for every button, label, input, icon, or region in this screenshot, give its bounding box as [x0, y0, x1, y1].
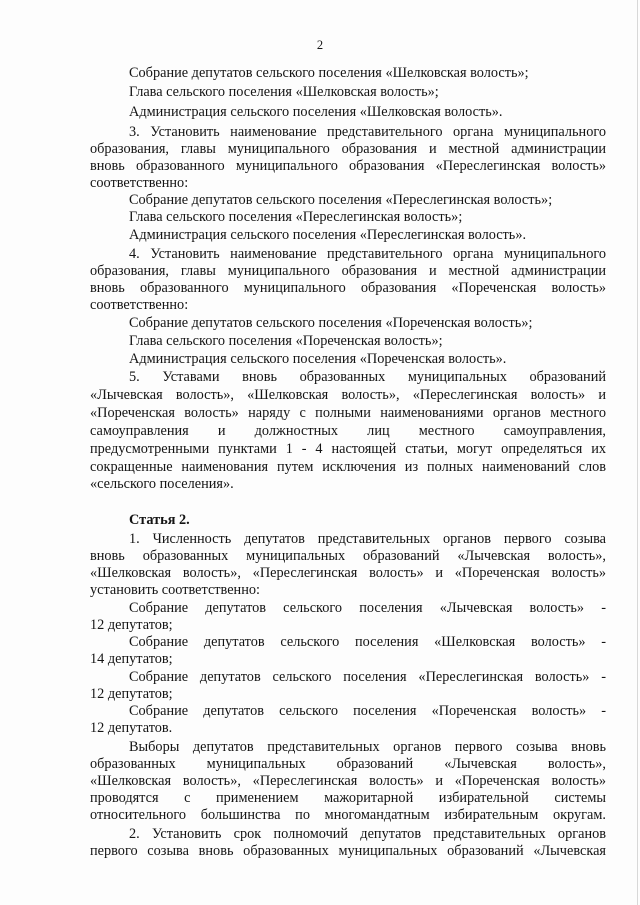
text-line: сокращенные наименования путем исключения из полных наименований слов	[90, 459, 606, 475]
text-line: образования, главы муниципального образования и местной администрации	[90, 141, 606, 157]
text-line: вновь образованного муниципального образования «Переслегинская волость»	[90, 158, 606, 174]
text-line: Собрание депутатов сельского поселения «Переслегинская волость» -	[129, 669, 606, 685]
text-line: относительного большинства по многомандатным избирательным округам.	[90, 807, 606, 823]
text-line: вновь образованного муниципального образования «Пореченская волость»	[90, 280, 606, 296]
text-line: Собрание депутатов сельского поселения «Пореченская волость»;	[129, 315, 533, 331]
text-line: самоуправления и должностных лиц местного самоуправления,	[90, 423, 606, 439]
text-line: 4. Установить наименование представительного органа муниципального	[129, 246, 606, 262]
text-line: Администрация сельского поселения «Переслегинская волость».	[129, 227, 527, 243]
text-line: образования, главы муниципального образования и местной администрации	[90, 263, 606, 279]
text-line: 2. Установить срок полномочий депутатов представительных органов	[129, 826, 606, 842]
text-line: «Шелковская волость», «Переслегинская волость» и «Пореченская волость»	[90, 565, 606, 581]
text-line: вновь образованных муниципальных образований «Лычевская волость»,	[90, 548, 606, 564]
text-line: первого созыва вновь образованных муниципальных образований «Лычевская	[90, 843, 606, 859]
text-line: Глава сельского поселения «Пореченская волость»;	[129, 333, 443, 349]
text-line: 12 депутатов;	[90, 617, 173, 633]
text-line: 12 депутатов.	[90, 720, 173, 736]
text-line: Собрание депутатов сельского поселения «Лычевская волость» -	[129, 600, 606, 616]
article-heading: Статья 2.	[129, 512, 190, 528]
text-line: 5. Уставами вновь образованных муниципальных образований	[129, 369, 606, 385]
text-line: «сельского поселения».	[90, 476, 234, 492]
text-line: Выборы депутатов представительных органов первого созыва вновь	[129, 739, 606, 755]
text-line: Глава сельского поселения «Шелковская волость»;	[129, 84, 439, 100]
text-line: соответственно:	[90, 175, 189, 191]
text-line: «Шелковская волость», «Переслегинская волость» и «Пореченская волость»	[90, 773, 606, 789]
text-line: 3. Установить наименование представительного органа муниципального	[129, 124, 606, 140]
text-line: проводятся с применением мажоритарной избирательной системы	[90, 790, 606, 806]
text-line: Глава сельского поселения «Переслегинская волость»;	[129, 209, 463, 225]
text-line: установить соответственно:	[90, 582, 260, 598]
page-edge-divider	[637, 0, 638, 905]
text-line: «Лычевская волость», «Шелковская волость», «Переслегинская волость» и	[90, 387, 606, 403]
text-line: предусмотренными пунктами 1 - 4 настоящей статьи, могут определяться их	[90, 441, 606, 457]
text-line: 14 депутатов;	[90, 651, 173, 667]
text-line: Администрация сельского поселения «Пореченская волость».	[129, 351, 507, 367]
text-line: Администрация сельского поселения «Шелковская волость».	[129, 104, 503, 120]
text-line: «Пореченская волость» наряду с полными наименованиями органов местного	[90, 405, 606, 421]
text-line: 12 депутатов;	[90, 686, 173, 702]
text-line: Собрание депутатов сельского поселения «Переслегинская волость»;	[129, 192, 553, 208]
text-line: 1. Численность депутатов представительных органов первого созыва	[129, 531, 606, 547]
page-number: 2	[316, 38, 324, 52]
text-line: соответственно:	[90, 297, 189, 313]
text-line: образованных муниципальных образований «Лычевская волость»,	[90, 756, 606, 772]
text-line: Собрание депутатов сельского поселения «Пореченская волость» -	[129, 703, 606, 719]
text-line: Собрание депутатов сельского поселения «Шелковская волость» -	[129, 634, 606, 650]
text-line: Собрание депутатов сельского поселения «Шелковская волость»;	[129, 65, 529, 81]
